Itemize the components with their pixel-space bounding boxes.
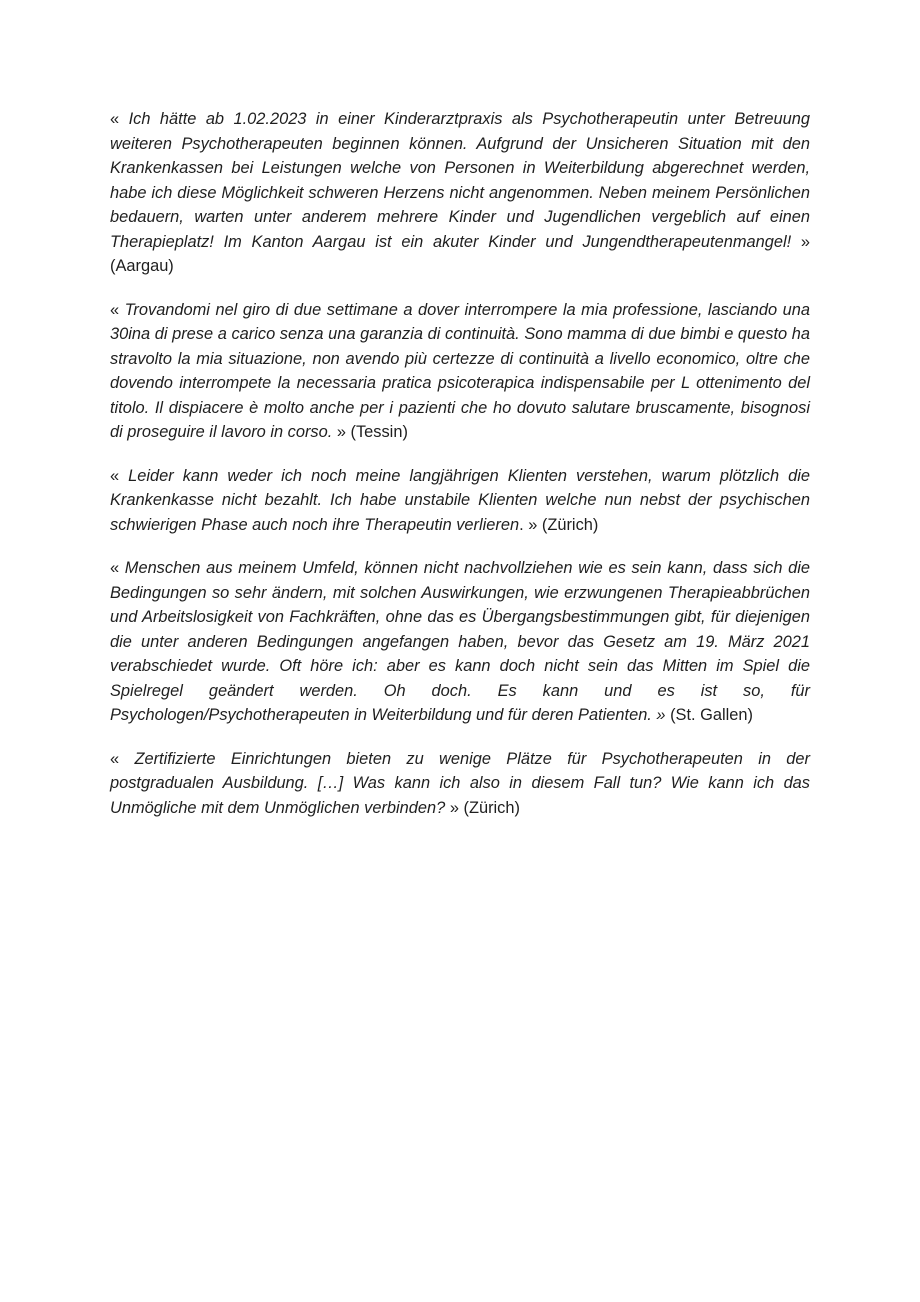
quote-tessin <box>110 298 810 445</box>
open-guillemet: « <box>110 749 135 768</box>
open-guillemet: « <box>110 466 129 485</box>
close-guillemet: » <box>791 232 810 251</box>
quote-text: Ich hätte ab 1.02.2023 in einer Kinderarztpraxis als Psychotherapeutin unter Betreuung weiteren Psychotherapeuten beginnen können. Aufgrund der Unsicheren Situation mit den Krankenkassen bei Leistungen welche von Personen in Weiterbildung abgerechnet werden, habe ich diese Möglichkeit schweren Herzens nicht angenommen. Neben meinem Persönlichen bedauern, warten unter anderem mehrere Kinder und Jugendlichen vergeblich auf einen Therapieplatz! Im Kanton Aargau ist ein akuter Kinder und Jungendtherapeutenmangel! <box>110 110 810 251</box>
quote-st-gallen <box>110 556 810 728</box>
quote-text: Menschen aus meinem Umfeld, können nicht nachvollziehen wie es sein kann, dass sich die Bedingungen so sehr ändern, mit solchen Auswirkungen, wie erzwungenen Therapieabbrüchen und Arbeitslosigkeit von Fachkräften, ohne das es Übergangsbestimmungen gibt, für diejenigen die unter anderen Bedingungen angefangen haben, bevor das Gesetz am 19. März 2021 verabschiedet wurde. Oft höre ich: aber es kann doch nicht sein das Mitten im Spiel die Spielregel geändert werden. Oh doch. Es kann und es ist so, für Psychologen/Psychotherapeuten in Weiterbildung und für deren Patienten. » <box>110 559 810 724</box>
quote-origin: (Zürich) <box>537 515 599 534</box>
quote-text: Leider kann weder ich noch meine langjährigen Klienten verstehen, warum plötzlich die Krankenkasse nicht bezahlt. Ich habe unstabile Klienten welche nun nebst der psychischen schwierigen Phase auch noch ihre Therapeutin verlieren <box>110 466 810 534</box>
quote-zuerich-2 <box>110 747 810 821</box>
quote-origin: (St. Gallen) <box>665 706 753 724</box>
open-guillemet: « <box>110 559 125 577</box>
document-page <box>110 107 810 839</box>
quote-text: Zertifizierte Einrichtungen bieten zu wenige Plätze für Psychotherapeuten in der postgradualen Ausbildung. […] Was kann ich also in diesem Fall tun? Wie kann ich das Unmögliche mit dem Unmöglichen verbinden? <box>110 749 810 817</box>
quote-aargau <box>110 107 810 279</box>
open-guillemet: « <box>110 110 129 128</box>
quote-text: Trovandomi nel giro di due settimane a dover interrompere la mia professione, lasciando una 30ina di prese a carico senza una garanzia di continuità. Sono mamma di due bimbi e questo ha stravolto la mia situazione, non avendo più certezze di continuità a livello economico, oltre che dovendo interrompete la necessaria pratica psicoterapica indispensabile per L ottenimento del titolo. Il dispiacere è molto anche per i pazienti che ho dovuto salutare bruscamente, bisognosi di proseguire il lavoro in corso. <box>110 300 810 441</box>
close-guillemet: . » <box>519 515 538 534</box>
quote-origin: (Zürich) <box>458 798 520 817</box>
quote-origin: (Tessin) <box>345 423 408 441</box>
quote-zuerich-1 <box>110 464 810 538</box>
quote-origin: (Aargau) <box>110 257 174 275</box>
open-guillemet: « <box>110 300 125 319</box>
close-guillemet: » <box>445 798 459 817</box>
close-guillemet: » <box>332 423 346 441</box>
